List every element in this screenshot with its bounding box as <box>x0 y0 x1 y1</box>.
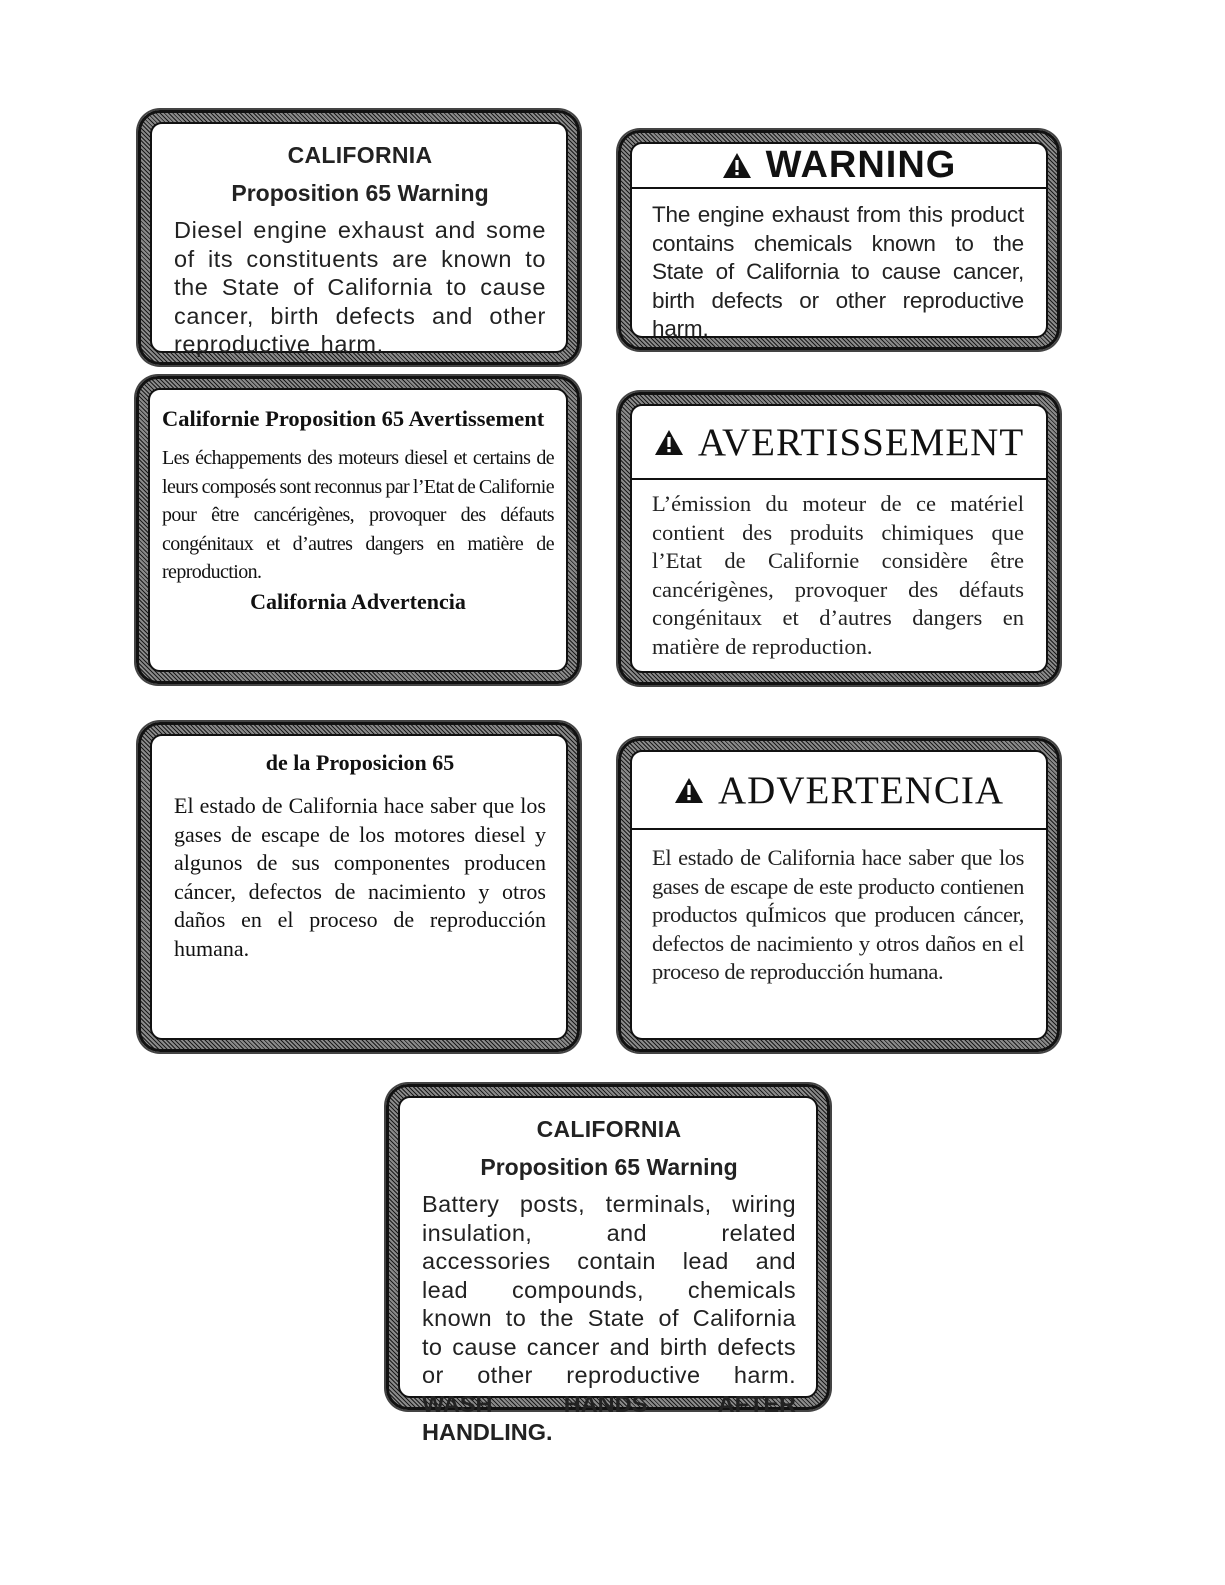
diesel-exhaust-warning-label-spanish <box>138 722 580 1052</box>
warning-triangle-icon <box>674 777 704 804</box>
avertissement-warning-label <box>618 392 1060 685</box>
handling-instruction: WASH HANDS AFTER HANDLING. <box>422 1390 796 1445</box>
label-body-text: L’émission du moteur de ce matériel contient des produits chimiques que l’Etat de Californie considère être cancérigènes, provoquer des défauts congénitaux et d’autres dangers en matière de reproduction. <box>652 491 1024 659</box>
warning-heading: AVERTISSEMENT <box>697 420 1025 464</box>
label-body-text: Battery posts, terminals, wiring insulation, and related accessories contain lead and lead compounds, chemicals known to the State of California to cause cancer and birth defects or other reproductive harm. <box>422 1191 796 1388</box>
label-heading-prop65: Proposition 65 Warning <box>480 1154 738 1180</box>
diesel-exhaust-warning-label-french <box>136 376 580 684</box>
label-body-text: Diesel engine exhaust and some of its constituents are known to the State of California to cause cancer, birth defects and other reproductive harm. <box>174 217 546 357</box>
spanish-heading-start: California Advertencia <box>250 588 466 614</box>
label-heading: Californie Proposition 65 Avertissement <box>162 406 545 431</box>
battery-lead-warning-label <box>386 1084 830 1445</box>
label-body-text: El estado de California hace saber que los gases de escape de los motores diesel y algunos de sus componentes producen cáncer, defectos de nacimiento y otros daños en el proceso de reproducción humana. <box>174 793 546 961</box>
label-body-text: The engine exhaust from this product contains chemicals known to the State of California to cause cancer, birth defects or other reproductive harm. <box>652 202 1024 341</box>
warning-triangle-icon <box>722 152 752 179</box>
label-body-text: Les échappements des moteurs diesel et certains de leurs composés sont reconnus par l’Etat de Californie pour être cancérigènes, provoquer des défauts congénitaux et d’autres dangers en matière de reproduction. <box>162 447 554 583</box>
label-heading-state: CALIFORNIA <box>287 142 433 168</box>
engine-exhaust-warning-label <box>618 130 1060 350</box>
warning-header <box>632 406 1046 480</box>
warning-header <box>632 144 1046 189</box>
label-heading-state: CALIFORNIA <box>536 1116 682 1142</box>
warning-heading: ADVERTENCIA <box>718 768 1004 812</box>
diesel-exhaust-warning-label <box>138 110 580 365</box>
label-heading-prop65: Proposition 65 Warning <box>231 180 489 206</box>
advertencia-warning-label <box>618 738 1060 1052</box>
label-body-text: El estado de California hace saber que los gases de escape de este producto contienen productos quÍmicos que producen cáncer, defectos de nacimiento y otros daños en el proceso de reproducción humana. <box>652 845 1024 984</box>
warning-heading: WARNING <box>765 144 957 186</box>
warning-triangle-icon <box>654 429 684 456</box>
label-heading: de la Proposicion 65 <box>265 750 455 775</box>
warning-header <box>632 752 1046 830</box>
